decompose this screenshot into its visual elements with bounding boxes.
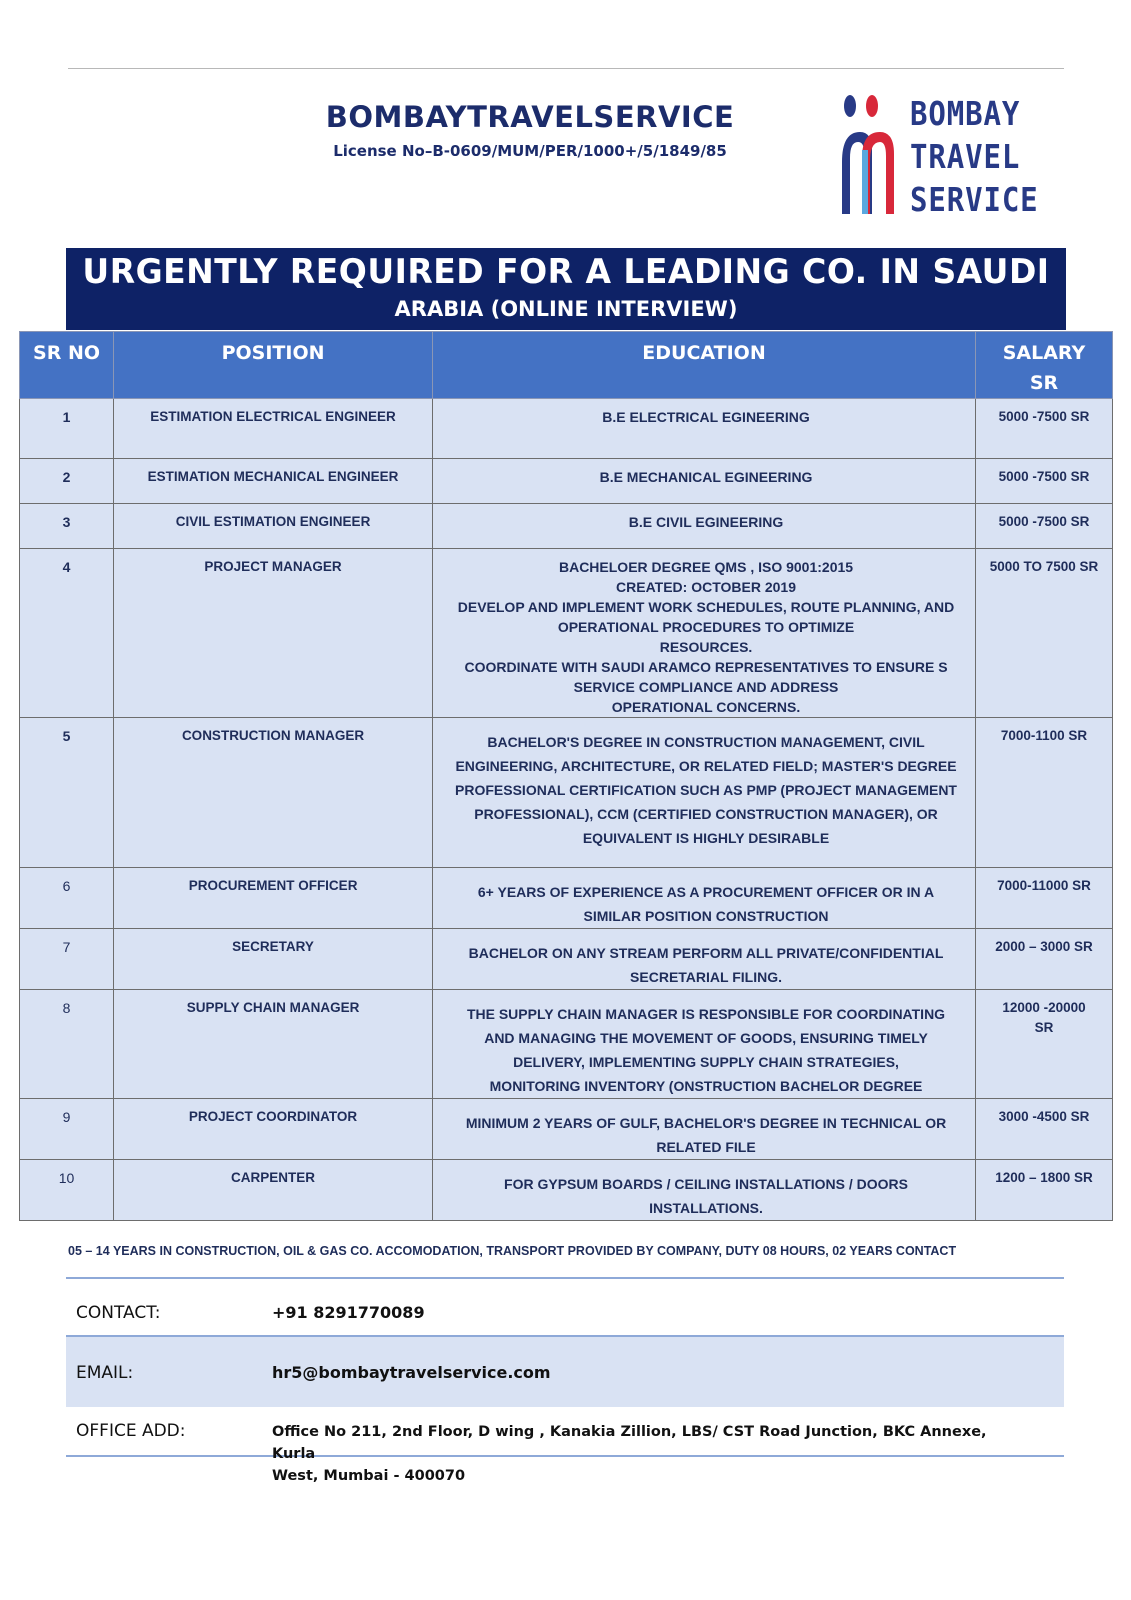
cell-sr-no: 1: [20, 399, 114, 459]
education-line: SERVICE COMPLIANCE AND ADDRESS: [573, 679, 839, 695]
table-row: [20, 1099, 1113, 1160]
phone-number[interactable]: +91 8291770089: [272, 1303, 425, 1322]
salary-line: 1200 – 1800 SR: [995, 1170, 1093, 1185]
cell-sr-no: 9: [20, 1099, 114, 1160]
cell-education: [433, 929, 976, 990]
education-line: PROFESSIONAL), CCM (CERTIFIED CONSTRUCTION MANAGER), OR: [474, 806, 938, 822]
cell-salary: [975, 990, 1112, 1099]
cell-salary: [975, 1099, 1112, 1160]
education-line: B.E MECHANICAL EGINEERING: [599, 469, 813, 485]
education-line: BACHELOR ON ANY STREAM PERFORM ALL PRIVATE/CONFIDENTIAL: [468, 945, 944, 961]
cell-salary: [975, 504, 1112, 549]
table-row: [20, 399, 1113, 459]
email-label: EMAIL:: [76, 1363, 134, 1383]
table-row: [20, 868, 1113, 929]
salary-line: 5000 TO 7500 SR: [989, 559, 1099, 574]
cell-education: [433, 990, 976, 1099]
header-salary: SALARY SR: [975, 332, 1112, 399]
cell-position: CIVIL ESTIMATION ENGINEER: [114, 504, 433, 549]
salary-line: 5000 -7500 SR: [998, 409, 1090, 424]
cell-salary: [975, 459, 1112, 504]
cell-position: CARPENTER: [114, 1160, 433, 1221]
cell-position: PROJECT MANAGER: [114, 549, 433, 718]
education-line: OPERATIONAL CONCERNS.: [611, 699, 801, 715]
contact-row: [66, 1277, 1064, 1335]
cell-salary: [975, 1160, 1112, 1221]
education-line: THE SUPPLY CHAIN MANAGER IS RESPONSIBLE FOR COORDINATING: [466, 1006, 946, 1022]
top-divider: [68, 68, 1064, 69]
office-label: OFFICE ADD:: [76, 1421, 186, 1441]
education-line: INSTALLATIONS.: [649, 1200, 763, 1216]
cell-salary: [975, 868, 1112, 929]
table-row: [20, 718, 1113, 868]
education-line: ENGINEERING, ARCHITECTURE, OR RELATED FIELD; MASTER'S DEGREE: [455, 758, 957, 774]
cell-sr-no: 8: [20, 990, 114, 1099]
cell-sr-no: 4: [20, 549, 114, 718]
cell-position: PROJECT COORDINATOR: [114, 1099, 433, 1160]
education-line: FOR GYPSUM BOARDS / CEILING INSTALLATIONS / DOORS: [504, 1176, 908, 1192]
education-line: 6+ YEARS OF EXPERIENCE AS A PROCUREMENT OFFICER OR IN A: [477, 884, 935, 900]
cell-education: [433, 718, 976, 868]
education-line: OPERATIONAL PROCEDURES TO OPTIMIZE: [557, 619, 855, 635]
office-address: Office No 211, 2nd Floor, D wing , Kanakia Zillion, LBS/ CST Road Junction, BKC Annexe, Kurla West, Mumbai - 400070: [272, 1424, 987, 1484]
cell-salary: [975, 718, 1112, 868]
cell-education: [433, 1160, 976, 1221]
email-row: [66, 1335, 1064, 1407]
education-line: EQUIVALENT IS HIGHLY DESIRABLE: [582, 830, 830, 846]
cell-position: CONSTRUCTION MANAGER: [114, 718, 433, 868]
cell-sr-no: 10: [20, 1160, 114, 1221]
logo-wordmark: BOMBAY TRAVEL SERVICE: [910, 94, 1039, 219]
salary-line: 5000 -7500 SR: [998, 514, 1090, 529]
company-logo: [838, 92, 1038, 222]
salary-line: 7000-1100 SR: [1000, 728, 1088, 743]
cell-salary: [975, 399, 1112, 459]
education-line: BACHELOR'S DEGREE IN CONSTRUCTION MANAGEMENT, CIVIL: [487, 734, 925, 750]
cell-sr-no: 5: [20, 718, 114, 868]
cell-education: [433, 1099, 976, 1160]
header-position: POSITION: [114, 332, 433, 399]
headline-banner: [66, 248, 1066, 330]
cell-sr-no: 6: [20, 868, 114, 929]
education-line: BACHELOER DEGREE QMS , ISO 9001:2015: [558, 559, 854, 575]
cell-position: ESTIMATION ELECTRICAL ENGINEER: [114, 399, 433, 459]
education-line: DEVELOP AND IMPLEMENT WORK SCHEDULES, ROUTE PLANNING, AND: [457, 599, 955, 615]
cell-salary: [975, 929, 1112, 990]
salary-line: 12000 -20000: [1002, 1000, 1086, 1015]
table-row: [20, 504, 1113, 549]
contact-label: CONTACT:: [76, 1303, 161, 1323]
people-logo-icon: [838, 92, 898, 220]
cell-education: [433, 868, 976, 929]
cell-education: [433, 504, 976, 549]
banner-title: URGENTLY REQUIRED FOR A LEADING CO. IN SAUDI: [82, 252, 1050, 292]
cell-position: SECRETARY: [114, 929, 433, 990]
cell-sr-no: 7: [20, 929, 114, 990]
salary-line: 2000 – 3000 SR: [995, 939, 1093, 954]
cell-education: [433, 549, 976, 718]
contact-block: [66, 1277, 1064, 1484]
education-line: RESOURCES.: [659, 639, 753, 655]
education-line: SIMILAR POSITION CONSTRUCTION: [583, 908, 829, 924]
company-name: BOMBAYTRAVELSERVICE: [325, 100, 735, 134]
education-line: MONITORING INVENTORY (ONSTRUCTION BACHELOR DEGREE: [489, 1078, 923, 1094]
education-line: PROFESSIONAL CERTIFICATION SUCH AS PMP (PROJECT MANAGEMENT: [455, 782, 957, 798]
education-line: RELATED FILE: [656, 1139, 756, 1155]
salary-line: SR: [1034, 1020, 1054, 1035]
salary-line: 3000 -4500 SR: [998, 1109, 1090, 1124]
header-sr-no: SR NO: [20, 332, 114, 399]
banner-subtitle: ARABIA (ONLINE INTERVIEW): [394, 297, 738, 321]
education-line: COORDINATE WITH SAUDI ARAMCO REPRESENTATIVES TO ENSURE S: [464, 659, 948, 675]
education-line: B.E CIVIL EGINEERING: [628, 514, 784, 530]
license-number: License No–B-0609/MUM/PER/1000+/5/1849/85: [333, 142, 727, 160]
terms-footnote: 05 – 14 YEARS IN CONSTRUCTION, OIL & GAS CO. ACCOMODATION, TRANSPORT PROVIDED BY COMPANY, DUTY 08 HOURS, 02 YEARS CONTACT: [68, 1244, 957, 1258]
salary-line: 7000-11000 SR: [997, 878, 1091, 893]
company-header: [220, 100, 840, 160]
cell-education: [433, 399, 976, 459]
cell-education: [433, 459, 976, 504]
cell-sr-no: 2: [20, 459, 114, 504]
table-header-row: [20, 332, 1113, 399]
email-address[interactable]: hr5@bombaytravelservice.com: [272, 1363, 551, 1382]
cell-salary: [975, 549, 1112, 718]
header-education: EDUCATION: [433, 332, 976, 399]
education-line: SECRETARIAL FILING.: [630, 969, 782, 985]
cell-position: PROCUREMENT OFFICER: [114, 868, 433, 929]
education-line: DELIVERY, IMPLEMENTING SUPPLY CHAIN STRATEGIES,: [513, 1054, 899, 1070]
table-row: [20, 1160, 1113, 1221]
education-line: CREATED: OCTOBER 2019: [616, 579, 796, 595]
table-row: [20, 549, 1113, 718]
table-row: [20, 929, 1113, 990]
table-row: [20, 459, 1113, 504]
positions-table: [19, 331, 1113, 1221]
office-row: [66, 1407, 1064, 1484]
education-line: MINIMUM 2 YEARS OF GULF, BACHELOR'S DEGREE IN TECHNICAL OR: [465, 1115, 947, 1131]
salary-line: 5000 -7500 SR: [998, 469, 1090, 484]
cell-position: ESTIMATION MECHANICAL ENGINEER: [114, 459, 433, 504]
table-row: [20, 990, 1113, 1099]
education-line: B.E ELECTRICAL EGINEERING: [602, 409, 810, 425]
cell-position: SUPPLY CHAIN MANAGER: [114, 990, 433, 1099]
cell-sr-no: 3: [20, 504, 114, 549]
education-line: AND MANAGING THE MOVEMENT OF GOODS, ENSURING TIMELY: [484, 1030, 928, 1046]
